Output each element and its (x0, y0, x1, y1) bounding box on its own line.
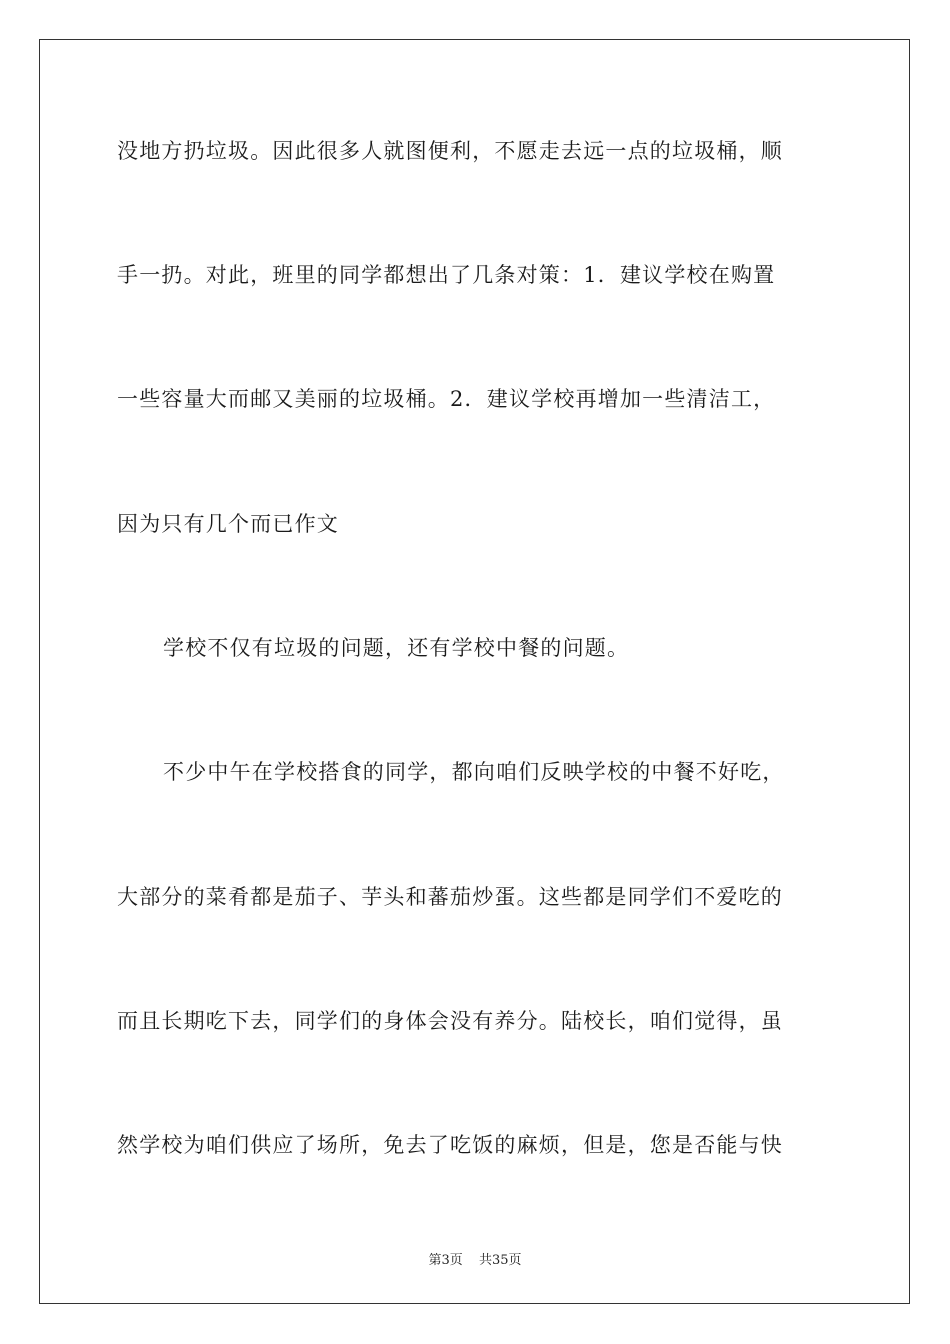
text-line-4: 因为只有几个而已作文 (117, 512, 339, 536)
text-line-7: 大部分的菜肴都是茄子、芋头和蕃茄炒蛋。这些都是同学们不爱吃的 (117, 885, 783, 909)
page-frame (39, 39, 910, 1304)
text-line-2: 手一扔。对此，班里的同学都想出了几条对策：1．建议学校在购置 (117, 263, 776, 287)
text-line-3: 一些容量大而邮又美丽的垃圾桶。2．建议学校再增加一些清洁工， (117, 387, 776, 411)
text-line-1: 没地方扔垃圾。因此很多人就图便利，不愿走去远一点的垃圾桶，顺 (117, 139, 783, 163)
text-line-9: 然学校为咱们供应了场所，免去了吃饭的麻烦，但是，您是否能与快 (117, 1133, 783, 1157)
page-footer (0, 1249, 950, 1268)
paragraph-start-2: 不少中午在学校搭食的同学，都向咱们反映学校的中餐不好吃， (163, 760, 785, 784)
page-number: 第3页 (428, 1253, 463, 1268)
paragraph-start-1: 学校不仅有垃圾的问题，还有学校中餐的问题。 (163, 636, 630, 660)
total-pages: 共35页 (478, 1253, 522, 1268)
text-line-8: 而且长期吃下去，同学们的身体会没有养分。陆校长，咱们觉得，虽 (117, 1009, 783, 1033)
